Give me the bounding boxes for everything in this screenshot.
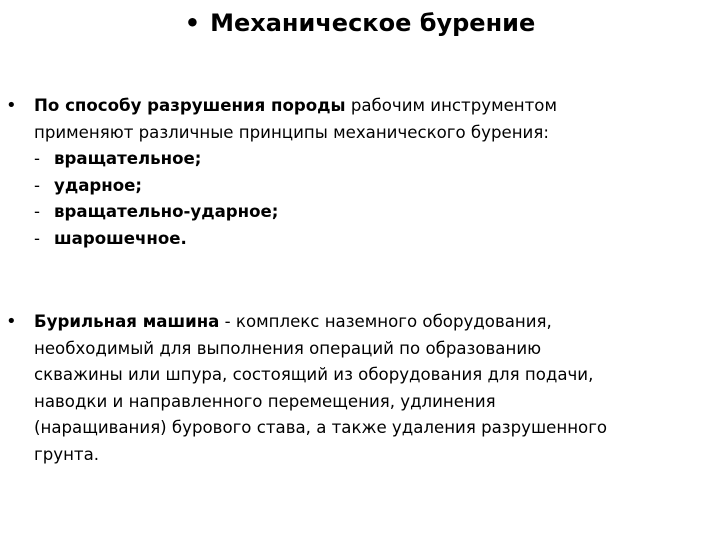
machine-line: наводки и направленного перемещения, удлинения xyxy=(34,391,496,411)
dash-marker: - xyxy=(34,149,40,168)
principle-item xyxy=(34,199,704,226)
principle-item xyxy=(34,173,704,200)
principles-lead-rest: рабочим инструментом xyxy=(345,96,557,115)
principle-item-text: шарошечное. xyxy=(54,228,187,248)
machine-line: необходимый для выполнения операций по образованию xyxy=(34,338,542,358)
principle-item xyxy=(34,146,704,173)
bullet-drilling-machine xyxy=(6,309,704,468)
principles-lead-bold: По способу разрушения породы xyxy=(34,96,346,115)
principle-item-text: ударное; xyxy=(54,175,143,195)
machine-lead-bold: Бурильная машина xyxy=(34,312,220,331)
machine-lead-rest: - комплекс наземного оборудования, xyxy=(219,312,552,331)
machine-lead-line xyxy=(34,309,704,336)
dash-marker: - xyxy=(34,175,40,195)
title-bullet: • xyxy=(184,9,201,37)
machine-line: (наращивания) бурового става, а также удаления разрушенного xyxy=(34,418,608,437)
principle-item xyxy=(34,226,704,253)
dash-marker: - xyxy=(34,202,40,221)
bullet-drilling-principles xyxy=(6,93,704,252)
bullet-marker: • xyxy=(6,311,17,332)
principle-item-text: вращательное; xyxy=(54,149,202,168)
title-text: Механическое бурение xyxy=(210,9,536,37)
slide-title xyxy=(0,6,720,40)
dash-marker: - xyxy=(34,228,40,248)
bullet-marker: • xyxy=(6,95,17,116)
machine-line: грунта. xyxy=(34,444,100,464)
principles-line-2: применяют различные принципы механического бурения: xyxy=(34,122,549,142)
machine-line: скважины или шпура, состоящий из оборудования для подачи, xyxy=(34,365,594,384)
principles-lead-line xyxy=(34,93,704,120)
principle-item-text: вращательно-ударное; xyxy=(54,202,279,221)
